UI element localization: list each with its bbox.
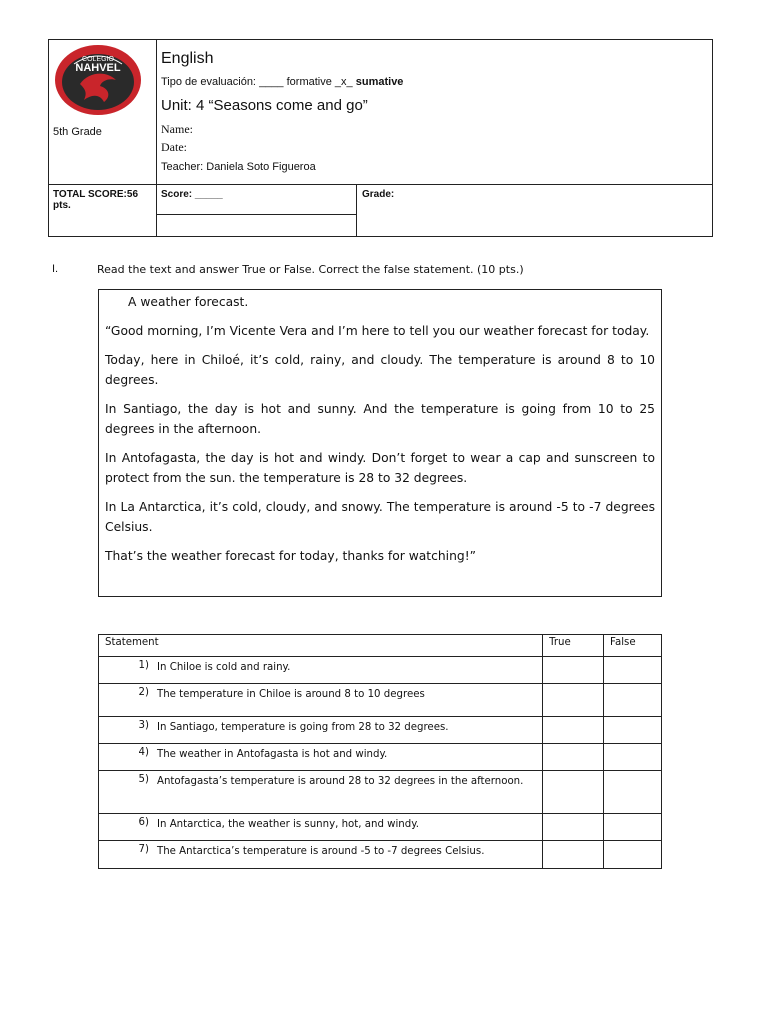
logo-name-text: NAHVEL xyxy=(75,62,121,74)
evaluation-type xyxy=(161,76,403,88)
unit-title: Unit: 4 “Seasons come and go” xyxy=(161,97,368,114)
teacher-name: Teacher: Daniela Soto Figueroa xyxy=(161,161,316,173)
table-header-row xyxy=(99,635,662,657)
true-answer-cell[interactable] xyxy=(543,814,604,841)
table-row xyxy=(99,684,662,717)
true-answer-cell[interactable] xyxy=(543,684,604,717)
false-answer-cell[interactable] xyxy=(604,684,662,717)
statement-text: The weather in Antofagasta is hot and windy. xyxy=(157,749,388,760)
statement-text: In Chiloe is cold and rainy. xyxy=(157,662,291,673)
statement-number: 3) xyxy=(138,720,149,731)
statement-text: Antofagasta’s temperature is around 28 to 32 degrees in the afternoon. xyxy=(157,776,524,787)
grade-field: Grade: xyxy=(362,189,395,200)
subject-title: English xyxy=(161,50,214,67)
statement-cell xyxy=(99,814,543,841)
formative-label: formative xyxy=(286,76,332,88)
table-row xyxy=(99,771,662,814)
header-box xyxy=(48,39,713,237)
false-answer-cell[interactable] xyxy=(604,717,662,744)
table-row xyxy=(99,841,662,869)
true-answer-cell[interactable] xyxy=(543,717,604,744)
true-answer-cell[interactable] xyxy=(543,744,604,771)
statement-cell xyxy=(99,717,543,744)
header-divider-horizontal xyxy=(49,184,712,185)
true-false-table xyxy=(98,634,662,869)
reading-title: A weather forecast. xyxy=(128,295,249,309)
true-column-header: True xyxy=(543,635,604,657)
true-answer-cell[interactable] xyxy=(543,771,604,814)
statement-column-header: Statement xyxy=(99,635,543,657)
false-answer-cell[interactable] xyxy=(604,814,662,841)
score-grade-divider xyxy=(356,184,357,236)
table-row xyxy=(99,717,662,744)
score-field: Score: _____ xyxy=(161,189,223,200)
name-field-label: Name: xyxy=(161,122,193,136)
statement-text: The Antarctica’s temperature is around -5 to -7 degrees Celsius. xyxy=(157,846,485,857)
score-divider xyxy=(156,214,356,215)
table-row xyxy=(99,657,662,684)
reading-passage xyxy=(98,289,662,597)
statement-cell xyxy=(99,744,543,771)
evaluation-type-label: Tipo de evaluación: xyxy=(161,76,256,88)
statement-text: In Santiago, temperature is going from 28 to 32 degrees. xyxy=(157,722,449,733)
statement-number: 6) xyxy=(138,817,149,828)
reading-paragraph: That’s the weather forecast for today, thanks for watching!” xyxy=(105,549,476,563)
statement-cell xyxy=(99,771,543,814)
reading-paragraph: In La Antarctica, it’s cold, cloudy, and snowy. The temperature is around -5 to -7 degrees Celsius. xyxy=(105,500,655,534)
sumative-mark: _x_ xyxy=(334,76,353,88)
table-row xyxy=(99,744,662,771)
reading-paragraph: In Santiago, the day is hot and sunny. And the temperature is going from 10 to 25 degrees in the afternoon. xyxy=(105,402,655,436)
statement-text: In Antarctica, the weather is sunny, hot, and windy. xyxy=(157,819,420,830)
statement-number: 1) xyxy=(138,660,149,671)
date-field-label: Date: xyxy=(161,140,187,154)
statement-cell xyxy=(99,841,543,869)
false-answer-cell[interactable] xyxy=(604,744,662,771)
total-score: TOTAL SCORE:56 pts. xyxy=(53,189,139,211)
table-row xyxy=(99,814,662,841)
reading-paragraph: In Antofagasta, the day is hot and windy. Don’t forget to wear a cap and sunscreen to protect from the sun. the temperature is 28 to 32 degrees. xyxy=(105,451,655,485)
section-number: I. xyxy=(52,263,59,275)
true-answer-cell[interactable] xyxy=(543,657,604,684)
false-answer-cell[interactable] xyxy=(604,771,662,814)
true-answer-cell[interactable] xyxy=(543,841,604,869)
statement-number: 5) xyxy=(138,774,149,785)
statement-number: 2) xyxy=(138,687,149,698)
formative-blank: ____ xyxy=(259,76,284,88)
statement-number: 4) xyxy=(138,747,149,758)
reading-paragraph: Today, here in Chiloé, it’s cold, rainy, and cloudy. The temperature is around 8 to 10 degrees. xyxy=(105,353,655,387)
reading-paragraph: “Good morning, I’m Vicente Vera and I’m here to tell you our weather forecast for today. xyxy=(105,324,650,338)
sumative-label: sumative xyxy=(355,76,404,88)
false-answer-cell[interactable] xyxy=(604,657,662,684)
statement-number: 7) xyxy=(138,844,149,855)
section-instruction: Read the text and answer True or False. Correct the false statement. (10 pts.) xyxy=(97,263,524,276)
header-divider-vertical xyxy=(156,40,157,236)
statement-cell xyxy=(99,684,543,717)
false-answer-cell[interactable] xyxy=(604,841,662,869)
school-logo xyxy=(54,44,142,116)
statement-cell xyxy=(99,657,543,684)
statement-text: The temperature in Chiloe is around 8 to 10 degrees xyxy=(157,689,425,700)
logo-top-text: COLEGIO xyxy=(82,56,114,63)
grade-level: 5th Grade xyxy=(53,126,102,138)
false-column-header: False xyxy=(604,635,662,657)
